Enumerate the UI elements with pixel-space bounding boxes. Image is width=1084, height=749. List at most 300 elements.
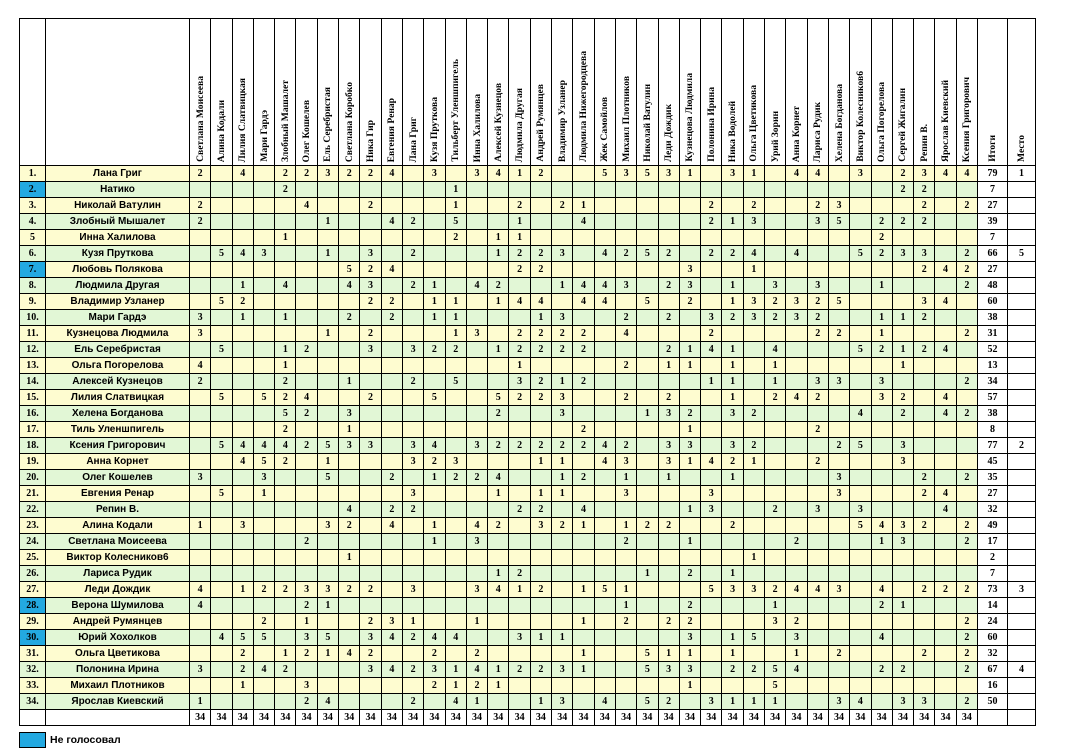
score-cell: 2 — [743, 438, 764, 454]
score-cell: 2 — [530, 390, 551, 406]
score-cell: 3 — [381, 614, 402, 630]
total-score: 34 — [977, 374, 1007, 390]
score-cell — [466, 294, 487, 310]
score-cell: 4 — [615, 326, 636, 342]
count-cell: 34 — [253, 710, 274, 726]
count-cell: 34 — [552, 710, 573, 726]
score-cell — [232, 342, 253, 358]
score-cell — [828, 358, 849, 374]
score-cell: 1 — [679, 454, 700, 470]
score-cell — [679, 550, 700, 566]
score-cell — [615, 662, 636, 678]
score-cell: 1 — [722, 630, 743, 646]
row-number: 28. — [20, 598, 46, 614]
score-cell: 2 — [360, 198, 381, 214]
score-cell — [765, 246, 786, 262]
score-cell — [509, 182, 530, 198]
score-cell — [360, 406, 381, 422]
score-cell — [488, 534, 509, 550]
score-cell — [296, 486, 317, 502]
score-cell: 2 — [424, 342, 445, 358]
score-cell: 3 — [360, 342, 381, 358]
score-cell — [190, 678, 211, 694]
score-cell: 3 — [828, 486, 849, 502]
score-cell — [190, 278, 211, 294]
score-cell — [445, 534, 466, 550]
participant-name: Верона Шумилова — [46, 598, 190, 614]
score-cell — [402, 230, 423, 246]
voter-column-header — [530, 19, 551, 166]
score-cell — [594, 566, 615, 582]
score-cell: 3 — [679, 262, 700, 278]
score-cell — [765, 438, 786, 454]
score-cell — [190, 182, 211, 198]
score-cell: 2 — [765, 502, 786, 518]
score-cell: 4 — [466, 662, 487, 678]
place-cell — [1007, 518, 1035, 534]
score-cell: 2 — [892, 406, 913, 422]
row-number: 8. — [20, 278, 46, 294]
voter-name: Владимир Узланер — [556, 79, 568, 162]
voter-name: Михаил Плотников — [620, 76, 632, 162]
score-cell — [488, 550, 509, 566]
score-cell — [615, 214, 636, 230]
score-cell — [786, 566, 807, 582]
score-cell — [871, 358, 892, 374]
total-score: 7 — [977, 566, 1007, 582]
score-cell — [786, 262, 807, 278]
score-cell: 1 — [552, 470, 573, 486]
voter-name: Лариса Рудик — [812, 101, 824, 162]
score-cell: 3 — [402, 486, 423, 502]
score-cell — [637, 502, 658, 518]
score-cell — [850, 214, 871, 230]
score-cell — [573, 454, 594, 470]
score-cell: 1 — [722, 694, 743, 710]
score-cell — [211, 262, 232, 278]
place-cell — [1007, 502, 1035, 518]
score-cell: 1 — [530, 694, 551, 710]
place-cell — [1007, 598, 1035, 614]
score-cell: 4 — [488, 470, 509, 486]
score-cell — [530, 598, 551, 614]
score-cell — [253, 198, 274, 214]
score-cell: 2 — [466, 678, 487, 694]
score-cell — [935, 598, 956, 614]
score-cell: 1 — [530, 310, 551, 326]
score-cell — [424, 598, 445, 614]
score-cell — [956, 358, 977, 374]
score-cell: 2 — [828, 438, 849, 454]
score-cell — [339, 678, 360, 694]
counts-row — [20, 710, 1036, 726]
score-cell: 4 — [871, 582, 892, 598]
score-cell: 4 — [275, 438, 296, 454]
total-score: 48 — [977, 278, 1007, 294]
score-cell — [317, 566, 338, 582]
score-cell: 1 — [722, 374, 743, 390]
score-cell — [594, 422, 615, 438]
score-cell: 2 — [573, 374, 594, 390]
score-cell: 4 — [296, 198, 317, 214]
score-cell — [786, 422, 807, 438]
score-cell — [466, 566, 487, 582]
score-cell: 2 — [552, 518, 573, 534]
score-cell — [339, 294, 360, 310]
score-cell: 5 — [850, 438, 871, 454]
score-cell: 2 — [679, 566, 700, 582]
participant-name: Натико — [46, 182, 190, 198]
score-cell — [253, 534, 274, 550]
voter-name: Олег Кошелев — [301, 99, 313, 162]
score-cell — [232, 198, 253, 214]
score-cell — [424, 550, 445, 566]
score-cell — [743, 182, 764, 198]
score-cell — [828, 678, 849, 694]
score-cell — [275, 598, 296, 614]
score-cell — [424, 326, 445, 342]
score-cell — [190, 646, 211, 662]
score-cell — [615, 342, 636, 358]
score-cell — [765, 166, 786, 182]
score-cell — [743, 278, 764, 294]
voter-name: Людмила Другая — [514, 87, 526, 162]
score-cell: 2 — [914, 182, 935, 198]
score-cell — [402, 550, 423, 566]
score-cell — [296, 214, 317, 230]
score-cell: 5 — [828, 214, 849, 230]
score-cell: 3 — [424, 662, 445, 678]
score-cell — [956, 502, 977, 518]
score-cell: 2 — [445, 230, 466, 246]
voter-name: Урий Зорин — [769, 110, 781, 162]
score-cell — [211, 166, 232, 182]
score-cell — [594, 598, 615, 614]
count-cell: 34 — [594, 710, 615, 726]
score-cell — [850, 390, 871, 406]
score-cell — [339, 230, 360, 246]
score-cell: 3 — [807, 502, 828, 518]
score-cell: 2 — [530, 662, 551, 678]
score-cell — [828, 166, 849, 182]
score-cell — [850, 262, 871, 278]
score-cell — [360, 182, 381, 198]
score-cell: 4 — [807, 582, 828, 598]
score-cell — [424, 694, 445, 710]
score-cell — [253, 518, 274, 534]
score-cell: 4 — [339, 646, 360, 662]
score-cell: 2 — [509, 390, 530, 406]
score-cell: 1 — [445, 294, 466, 310]
row-number: 15. — [20, 390, 46, 406]
score-cell — [914, 438, 935, 454]
place-cell — [1007, 454, 1035, 470]
score-cell: 2 — [360, 326, 381, 342]
score-cell: 1 — [317, 246, 338, 262]
score-cell: 1 — [743, 550, 764, 566]
score-cell: 1 — [743, 262, 764, 278]
score-cell — [275, 294, 296, 310]
score-cell: 2 — [722, 662, 743, 678]
score-cell — [722, 262, 743, 278]
score-cell — [530, 422, 551, 438]
voter-column-header — [637, 19, 658, 166]
score-cell — [722, 230, 743, 246]
score-cell: 1 — [722, 646, 743, 662]
score-cell: 3 — [679, 438, 700, 454]
score-cell: 2 — [552, 326, 573, 342]
score-cell — [701, 166, 722, 182]
score-cell — [892, 630, 913, 646]
score-cell — [360, 486, 381, 502]
score-cell — [211, 678, 232, 694]
score-cell — [253, 358, 274, 374]
score-cell — [530, 646, 551, 662]
score-cell: 4 — [786, 390, 807, 406]
score-cell: 2 — [275, 422, 296, 438]
score-cell: 3 — [871, 390, 892, 406]
voter-column-header — [190, 19, 211, 166]
row-number: 2. — [20, 182, 46, 198]
score-cell — [658, 598, 679, 614]
score-cell — [615, 630, 636, 646]
score-cell — [701, 646, 722, 662]
table-row — [20, 678, 1036, 694]
score-cell — [743, 566, 764, 582]
score-cell — [253, 694, 274, 710]
score-cell — [786, 214, 807, 230]
score-cell — [530, 614, 551, 630]
score-cell: 4 — [850, 406, 871, 422]
score-cell — [658, 566, 679, 582]
score-cell: 4 — [381, 518, 402, 534]
participant-name: Ольга Цветикова — [46, 646, 190, 662]
score-cell: 1 — [509, 582, 530, 598]
voter-column-header — [466, 19, 487, 166]
score-cell: 5 — [445, 214, 466, 230]
vote-table — [19, 18, 1036, 726]
score-cell: 2 — [892, 662, 913, 678]
voter-name: Мари Гардэ — [258, 110, 270, 162]
score-cell: 3 — [615, 278, 636, 294]
score-cell: 2 — [679, 614, 700, 630]
score-cell — [190, 454, 211, 470]
score-cell — [211, 598, 232, 614]
score-cell — [381, 198, 402, 214]
table-row — [20, 566, 1036, 582]
score-cell — [594, 326, 615, 342]
row-number: 30. — [20, 630, 46, 646]
score-cell: 1 — [530, 630, 551, 646]
score-cell — [317, 534, 338, 550]
score-cell — [828, 390, 849, 406]
score-cell: 3 — [807, 214, 828, 230]
score-cell — [445, 246, 466, 262]
score-cell: 5 — [850, 518, 871, 534]
score-cell — [892, 294, 913, 310]
score-cell: 3 — [701, 502, 722, 518]
score-cell — [701, 422, 722, 438]
score-cell: 4 — [488, 166, 509, 182]
count-cell: 34 — [828, 710, 849, 726]
score-cell — [828, 342, 849, 358]
score-cell — [573, 598, 594, 614]
score-cell: 2 — [360, 166, 381, 182]
row-number: 17. — [20, 422, 46, 438]
score-cell — [828, 550, 849, 566]
score-cell — [317, 502, 338, 518]
participant-name: Инна Халилова — [46, 230, 190, 246]
score-cell — [786, 550, 807, 566]
score-cell — [530, 470, 551, 486]
score-cell — [530, 534, 551, 550]
score-cell — [466, 342, 487, 358]
score-cell — [615, 422, 636, 438]
score-cell — [488, 374, 509, 390]
count-cell: 34 — [658, 710, 679, 726]
score-cell: 1 — [275, 646, 296, 662]
score-cell: 5 — [637, 294, 658, 310]
score-cell — [892, 374, 913, 390]
score-cell — [935, 470, 956, 486]
score-cell — [509, 694, 530, 710]
score-cell — [871, 422, 892, 438]
score-cell — [488, 598, 509, 614]
corner-cell — [46, 19, 190, 166]
score-cell: 1 — [232, 310, 253, 326]
place-cell — [1007, 182, 1035, 198]
score-cell: 1 — [509, 230, 530, 246]
score-cell: 1 — [424, 518, 445, 534]
score-cell — [615, 678, 636, 694]
total-score: 77 — [977, 438, 1007, 454]
score-cell — [317, 678, 338, 694]
voter-column-header — [871, 19, 892, 166]
score-cell: 1 — [424, 294, 445, 310]
score-cell — [317, 550, 338, 566]
score-cell — [807, 406, 828, 422]
score-cell: 5 — [743, 630, 764, 646]
participant-name: Евгения Ренар — [46, 486, 190, 502]
total-score: 7 — [977, 230, 1007, 246]
score-cell: 2 — [552, 438, 573, 454]
score-cell — [339, 630, 360, 646]
row-number: 22. — [20, 502, 46, 518]
score-cell: 1 — [232, 278, 253, 294]
score-cell — [637, 214, 658, 230]
score-cell — [679, 518, 700, 534]
score-cell: 1 — [892, 358, 913, 374]
total-score: 79 — [977, 166, 1007, 182]
count-cell: 34 — [296, 710, 317, 726]
score-cell — [573, 566, 594, 582]
score-cell — [807, 486, 828, 502]
score-cell — [211, 582, 232, 598]
row-number: 20. — [20, 470, 46, 486]
score-cell — [701, 358, 722, 374]
score-cell — [509, 518, 530, 534]
voter-column-header — [552, 19, 573, 166]
score-cell — [424, 486, 445, 502]
score-cell: 1 — [765, 374, 786, 390]
score-cell: 2 — [956, 246, 977, 262]
score-cell — [339, 390, 360, 406]
score-cell: 1 — [466, 614, 487, 630]
score-cell: 3 — [658, 438, 679, 454]
score-cell: 2 — [892, 166, 913, 182]
score-cell: 2 — [722, 454, 743, 470]
score-cell — [296, 662, 317, 678]
score-cell — [743, 646, 764, 662]
score-cell: 2 — [424, 678, 445, 694]
score-cell: 1 — [743, 694, 764, 710]
voter-name: Алина Кодали — [215, 99, 227, 162]
score-cell: 3 — [424, 166, 445, 182]
score-cell — [509, 454, 530, 470]
voter-name: Репин В. — [918, 124, 930, 162]
score-cell — [786, 438, 807, 454]
score-cell — [381, 422, 402, 438]
score-cell — [190, 230, 211, 246]
score-cell — [275, 566, 296, 582]
score-cell — [424, 230, 445, 246]
total-score: 13 — [977, 358, 1007, 374]
score-cell: 4 — [509, 294, 530, 310]
score-cell — [466, 198, 487, 214]
score-cell: 4 — [594, 454, 615, 470]
score-cell: 2 — [402, 374, 423, 390]
score-cell: 3 — [892, 454, 913, 470]
score-cell — [509, 310, 530, 326]
legend-label: Не голосовал — [50, 734, 121, 746]
table-row — [20, 470, 1036, 486]
not-voted-swatch — [19, 732, 46, 748]
voter-name: Ксения Григорович — [961, 76, 973, 162]
score-cell — [253, 294, 274, 310]
score-cell — [637, 630, 658, 646]
score-cell — [658, 294, 679, 310]
score-cell: 5 — [211, 438, 232, 454]
score-cell — [211, 694, 232, 710]
score-cell — [466, 214, 487, 230]
score-cell: 2 — [275, 374, 296, 390]
score-cell — [722, 198, 743, 214]
score-cell — [317, 662, 338, 678]
score-cell — [871, 406, 892, 422]
voter-column-header — [402, 19, 423, 166]
score-cell — [892, 198, 913, 214]
score-cell — [424, 182, 445, 198]
score-cell — [488, 630, 509, 646]
score-cell: 4 — [871, 518, 892, 534]
row-number: 23. — [20, 518, 46, 534]
score-cell — [381, 598, 402, 614]
total-score: 27 — [977, 262, 1007, 278]
score-cell — [807, 694, 828, 710]
score-cell: 2 — [530, 246, 551, 262]
score-cell — [637, 534, 658, 550]
voter-column-header — [339, 19, 360, 166]
score-cell — [424, 566, 445, 582]
score-cell — [573, 262, 594, 278]
score-cell: 3 — [892, 246, 913, 262]
participant-name: Хелена Богданова — [46, 406, 190, 422]
voter-name: Сергей Жигалин — [897, 88, 909, 162]
score-cell — [935, 518, 956, 534]
score-cell: 1 — [871, 326, 892, 342]
score-cell — [445, 422, 466, 438]
score-cell: 1 — [509, 214, 530, 230]
